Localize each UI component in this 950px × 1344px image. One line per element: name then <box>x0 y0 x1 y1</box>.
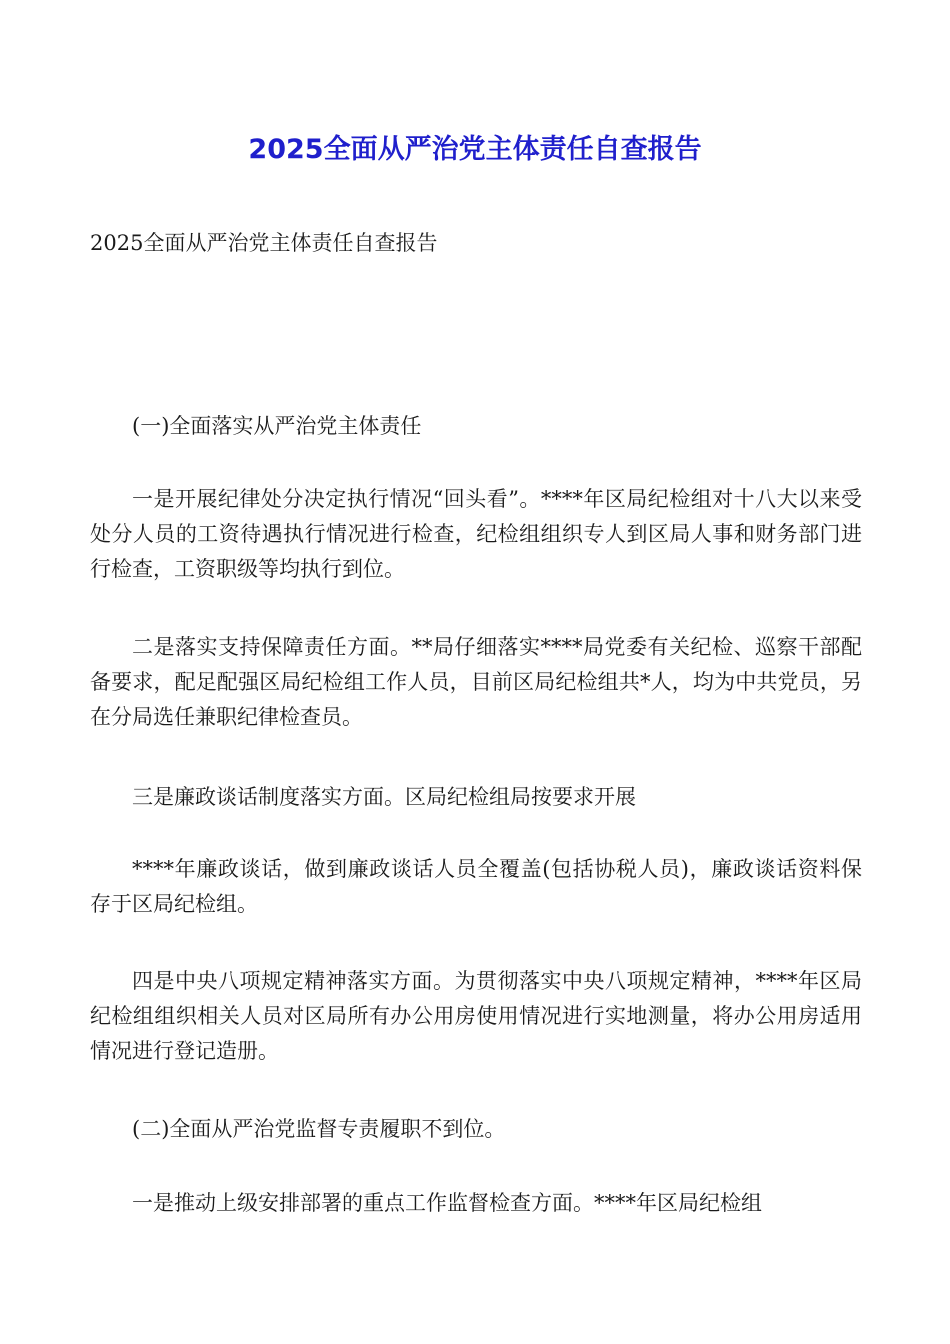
body-paragraph: 三是廉政谈话制度落实方面。区局纪检组局按要求开展 <box>132 785 636 809</box>
body-paragraph: 四是中央八项规定精神落实方面。为贯彻落实中央八项规定精神，****年区局纪检组组织相关人员对区局所有办公用房使用情况进行实地测量，将办公用房适用情况进行登记造册。 <box>90 969 862 1063</box>
body-paragraph: 二是落实支持保障责任方面。**局仔细落实****局党委有关纪检、巡察干部配备要求，配足配强区局纪检组工作人员，目前区局纪检组共*人，均为中共党员，另在分局选任兼职纪律检查员。 <box>90 635 862 729</box>
paragraph-block <box>90 780 862 815</box>
section-heading: (二)全面从严治党监督专责履职不到位。 <box>132 1117 506 1141</box>
body-paragraph: ****年廉政谈话，做到廉政谈话人员全覆盖(包括协税人员)，廉政谈话资料保存于区局纪检组。 <box>90 857 862 916</box>
document-title: 2025全面从严治党主体责任自查报告 <box>248 134 702 165</box>
paragraph-block <box>90 482 862 587</box>
paragraph-section-2-heading <box>90 1112 862 1147</box>
body-paragraph: 一是推动上级安排部署的重点工作监督检查方面。****年区局纪检组 <box>132 1191 762 1215</box>
paragraph-block <box>90 1186 862 1221</box>
document-subtitle: 2025全面从严治党主体责任自查报告 <box>90 231 438 255</box>
paragraph-block <box>90 852 862 922</box>
body-paragraph: 一是开展纪律处分决定执行情况“回头看”。****年区局纪检组对十八大以来受处分人员的工资待遇执行情况进行检查，纪检组组织专人到区局人事和财务部门进行检查，工资职级等均执行到位。 <box>90 487 862 581</box>
paragraph-block <box>90 630 862 735</box>
section-heading: (一)全面落实从严治党主体责任 <box>132 414 422 438</box>
paragraph-block <box>90 964 862 1069</box>
paragraph-section-1-heading <box>90 409 862 444</box>
